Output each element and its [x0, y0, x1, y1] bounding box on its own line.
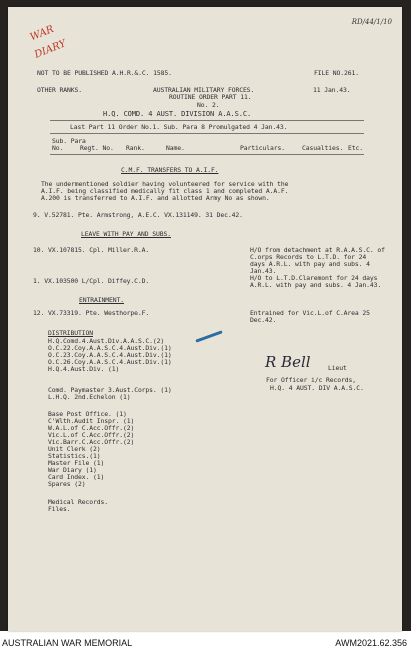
col-name: Name. — [166, 144, 185, 152]
list-item: Medical Records. — [48, 498, 108, 506]
list-item: Vic.Barr.C.Acc.Offr.(2) — [48, 438, 135, 446]
transfer-text-2: A.I.F. being classified medically fit class 1 and completed A.A.F. — [41, 187, 289, 195]
last-part-line: Last Part 11 Order No.1. Sub. Para 8 Promulgated 4 Jan.43. — [70, 123, 288, 131]
war-diary-stamp-line2: DIARY — [32, 38, 68, 61]
entry-9: 9. V.52781. Pte. Armstrong, A.E.C. VX.131149. 31 Dec.42. — [33, 211, 243, 219]
list-item: Card Index. (1) — [48, 473, 105, 481]
entry-12-detail-1: Entrained for Vic.L.of C.Area 25 — [250, 309, 370, 317]
signature-rank: Lieut — [328, 364, 347, 372]
not-published-line: NOT TO BE PUBLISHED A.H.R.&.C. 1585. — [37, 69, 172, 77]
entry-10: 10. VX.107815. Cpl. Miller.R.A. — [33, 246, 150, 254]
reference-mark: RD/44/1/10 — [351, 18, 392, 26]
divider — [50, 154, 364, 155]
hq-line: H.Q. COMD. 4 AUST. DIVISION A.A.S.C. — [103, 110, 252, 118]
list-item: Unit Clerk (2) — [48, 445, 101, 453]
entry-11: 1. VX.103500 L/Cpl. Diffey.C.D. — [33, 277, 150, 285]
file-number: FILE NO.261. — [314, 69, 359, 77]
transfer-text-1: The undermentioned soldier having volunteered for service with the — [41, 180, 289, 188]
col-sub-para: Sub. Para — [52, 137, 86, 145]
col-particulars: Particulars. — [240, 144, 285, 152]
list-item: Spares (2) — [48, 480, 86, 488]
transfer-text-3: A.200 is transferred to A.I.F. and allotted Army No as shown. — [41, 194, 270, 202]
blue-pen-mark — [195, 330, 222, 342]
divider — [50, 120, 364, 121]
entry-10-detail-2: C.orps Records to L.T.D. for 24 — [250, 253, 367, 261]
list-item: O.C.22.Coy.A.A.S.C.4.Aust.Div.(1) — [48, 344, 172, 352]
other-ranks-label: OTHER RANKS. — [37, 86, 82, 94]
footer-institution: AUSTRALIAN WAR MEMORIAL — [2, 638, 133, 648]
list-item: O.C.23.Coy.A.A.S.C.4.Aust.Div.(1) — [48, 351, 172, 359]
col-sub-para-no: No. — [52, 144, 64, 152]
entry-10-detail-4: Jan.43. — [250, 267, 277, 275]
list-item: Comd. Paymaster 3.Aust.Corps. (1) — [48, 386, 172, 394]
list-item: Statistics.(1) — [48, 452, 101, 460]
section-heading-leave: LEAVE WITH PAY AND SUBS. — [81, 230, 171, 238]
list-item: Files. — [48, 505, 71, 513]
war-diary-stamp-line1: WAR — [28, 23, 56, 44]
list-item: W.A.L.of C.Acc.Offr.(2) — [48, 424, 135, 432]
col-casualties: Casualties. — [302, 144, 344, 152]
list-item: War Diary (1) — [48, 466, 97, 474]
routine-order-label: ROUTINE ORDER PART 11. — [169, 93, 252, 101]
list-item: H.Q.Comd.4.Aust.Div.A.A.S.C.(2) — [48, 337, 165, 345]
list-item: Master File (1) — [48, 459, 105, 467]
list-item: H.Q.4.Aust.Div. (1) — [48, 365, 120, 373]
col-regt-no: Regt. No. — [80, 144, 114, 152]
col-rank: Rank. — [126, 144, 145, 152]
list-item: Vic.L.of C.Acc.Offr.(2) — [48, 431, 135, 439]
entry-12-detail-2: Dec.42. — [250, 316, 277, 324]
signature-unit: H.Q. 4 AUST. DIV A.A.S.C. — [270, 384, 364, 392]
list-item: C'Wlth.Audit Inspr. (1) — [48, 417, 135, 425]
force-label: AUSTRALIAN MILITARY FORCES. — [153, 86, 255, 94]
list-item: L.H.Q. 2nd.Echelon (1) — [48, 393, 131, 401]
entry-12: 12. VX.73319. Pte. Westhorpe.F. — [33, 309, 150, 317]
document-page — [8, 7, 402, 631]
entry-11-detail-2: A.R.L. with pay and subs. 4 Jan.43. — [250, 281, 382, 289]
order-date: 11 Jan.43. — [313, 86, 351, 94]
signature: R Bell — [265, 353, 311, 371]
list-item: Base Post Office. (1) — [48, 410, 127, 418]
signature-for-officer: For Officer i/c Records, — [266, 376, 356, 384]
order-number: No. 2. — [197, 101, 220, 109]
section-heading-transfers: C.M.F. TRANSFERS TO A.I.F. — [121, 166, 219, 174]
footer-accession-number: AWM2021.62.356 — [335, 638, 407, 648]
distribution-heading: DISTRIBUTION — [48, 329, 93, 337]
entry-10-detail-3: days A.R.L. with pay and subs. 4 — [250, 260, 370, 268]
divider — [50, 133, 364, 134]
entry-11-detail-1: H/O to L.T.D.Claremont for 24 days — [250, 274, 378, 282]
section-heading-entrainment: ENTRAINMENT. — [79, 296, 124, 304]
col-etc: Etc. — [348, 144, 363, 152]
archive-footer — [0, 633, 411, 653]
list-item: O.C.26.Coy.A.A.S.C.4.Aust.Div.(1) — [48, 358, 172, 366]
entry-10-detail-1: H/O from detachment at R.A.A.S.C. of — [250, 246, 385, 254]
